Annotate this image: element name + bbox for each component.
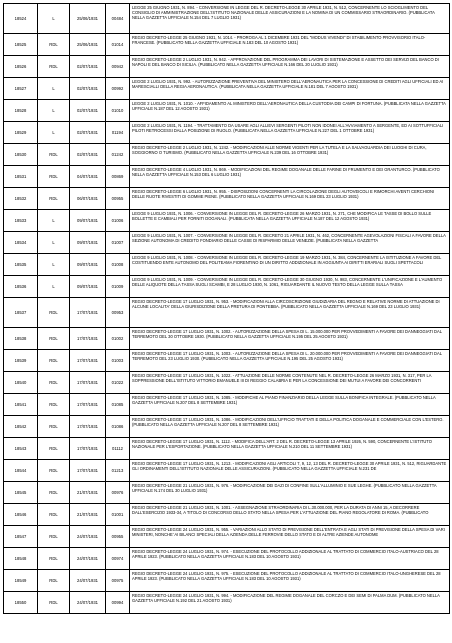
act-description: REGIO DECRETO-LEGGE 17 LUGLIO 1931, N. 1003. - AUTORIZZAZIONE DELLA SPESA DI L. 20.000.000 PER PROVVEDIMENTI A FAVORE DEI DANNEGGIATI DAL TERREMOTO DEL 23 LUGLIO 1930. (PUBBLICATO NELLA GAZZETTA UFFICIALE N.195 DEL 25 AGOSTO 1931) <box>130 350 450 372</box>
act-date: 21/07/1931 <box>70 482 106 504</box>
act-type: RDL <box>38 438 70 460</box>
act-code: 00869 <box>106 166 130 188</box>
table-row <box>4 56 450 78</box>
act-code: 00953 <box>106 298 130 328</box>
act-code: 01007 <box>106 232 130 254</box>
act-date: 04/07/1931 <box>70 166 106 188</box>
act-date: 09/07/1931 <box>70 254 106 276</box>
act-description: REGIO DECRETO-LEGGE 4 LUGLIO 1931, N. 869. - MODIFICAZIONI DEL REGIME DOGANALE DELLE FARINE DI FRUMENTO E DEI GRANTURCO. (PUBBLICATO NELLA GAZZETTA UFFICIALE N.153 DEL 6 LUGLIO 1931) <box>130 166 450 188</box>
entry-number: 18542 <box>4 416 38 438</box>
act-description: REGIO DECRETO-LEGGE 24 LUGLIO 1931, N. 994. - MODIFICAZIONE DEL REGIME DOGANALE DEL CORCZO E DEI SEMI DI PALMA DUM. (PUBBLICATO NELLA GAZZETTA UFFICIALE N.192 DEL 21 AGOSTO 1931) <box>130 592 450 614</box>
act-type: RDL <box>38 526 70 548</box>
act-date: 17/07/1931 <box>70 460 106 482</box>
act-type: RDL <box>38 188 70 210</box>
entry-number: 18543 <box>4 438 38 460</box>
table-row <box>4 254 450 276</box>
act-code: 01112 <box>106 438 130 460</box>
act-date: 17/07/1931 <box>70 298 106 328</box>
act-date: 17/07/1931 <box>70 350 106 372</box>
act-date: 02/07/1931 <box>70 100 106 122</box>
entry-number: 18524 <box>4 4 38 34</box>
act-type: RDL <box>38 416 70 438</box>
entry-number: 18534 <box>4 232 38 254</box>
act-code: 00992 <box>106 78 130 100</box>
act-date: 02/07/1931 <box>70 78 106 100</box>
entry-number: 18546 <box>4 504 38 526</box>
act-description: REGIO DECRETO-LEGGE 25 GIUGNO 1931, N. 1014. - PROROGA AL 1 DICEMBRE 1931 DEL "MODUS VIVENDI" DI STABILIMENTO PROVVISORIO ITALO-FRANCESE. (PUBBLICATO NELLA GAZZETTA UFFICIALE N.183 DEL 10 AGOSTO 1931) <box>130 34 450 56</box>
act-date: 02/07/1931 <box>70 144 106 166</box>
act-date: 02/07/1931 <box>70 122 106 144</box>
table-row <box>4 526 450 548</box>
act-type: RDL <box>38 328 70 350</box>
act-type: RDL <box>38 34 70 56</box>
act-description: REGIO DECRETO-LEGGE 2 LUGLIO 1931, N. 1242. - MODIFICAZIONI ALLE NORME VIGENTI PER LA TUTELA E LA SALVAGUARDIA DEI LUOGHI DI CURA, SOGGIORNO O TURISMO. (PUBBLICATO NELLA GAZZETTA UFFICIALE N.239 DEL 16 OTTOBRE 1931) <box>130 144 450 166</box>
act-code: 00976 <box>106 482 130 504</box>
act-type: L <box>38 254 70 276</box>
table-row <box>4 372 450 394</box>
act-type: L <box>38 4 70 34</box>
act-description: LEGGE 25 GIUGNO 1931, N. 894. - CONVERSIONE IN LEGGE DEL R. DECRETO-LEGGE 30 APRILE 1931, N. 512, CONCERNENTE LO SCIOGLIMENTO DEL CONSIGLIO DI AMMINISTRAZIONE DELL'ISTITUTO NAZIONALE DELLE ASSICURAZIONI E LA NOMINA DI UN COMMISSARIO STRAORDINARIO. (PUBBLICATA NELLA GAZZETTA UFFICIALE N.154 DEL 7 LUGLIO 1931) <box>130 4 450 34</box>
act-date: 17/07/1931 <box>70 438 106 460</box>
act-date: 17/07/1931 <box>70 328 106 350</box>
act-code: 00484 <box>106 4 130 34</box>
act-description: REGIO DECRETO-LEGGE 17 LUGLIO 1931, N. 1085. - MODIFICHE AL PIANO FINANZIARIO DELLA LEGGE SULLA BONIFICA INTEGRALE. (PUBBLICATO NELLA GAZZETTA UFFICIALE N.207 DEL 8 SETTEMBRE 1931) <box>130 394 450 416</box>
table-row <box>4 570 450 592</box>
act-type: RDL <box>38 298 70 328</box>
table-row <box>4 188 450 210</box>
act-type: RDL <box>38 56 70 78</box>
table-row <box>4 592 450 614</box>
table-row <box>4 232 450 254</box>
table-row <box>4 78 450 100</box>
act-date: 25/06/1931 <box>70 34 106 56</box>
act-description: LEGGE 2 LUGLIO 1931, N. 992. - AUTORIZZAZIONE PREVENTIVA DEL MINISTERO DELL'AERONAUTICA PER LA CONCESSIONE DI CREDITI AGLI UFFICIALI ED AI MARESCIALLI DELLA REGIA AERONAUTICA. (PUBBLICATA NELLA GAZZETTA UFFICIALE N.181 DEL 7 AGOSTO 1931) <box>130 78 450 100</box>
entry-number: 18541 <box>4 394 38 416</box>
table-row <box>4 210 450 232</box>
act-code: 00994 <box>106 592 130 614</box>
act-date: 24/07/1931 <box>70 592 106 614</box>
act-description: REGIO DECRETO-LEGGE 21 LUGLIO 1931, N. 976. - MODIFICAZIONE DEI DAZI DI CONFINE SULL'ALLUMINIO E SUE LEGHE. (PUBBLICATO NELLA GAZZETTA UFFICIALE N.174 DEL 30 LUGLIO 1931) <box>130 482 450 504</box>
table-row <box>4 144 450 166</box>
act-type: RDL <box>38 570 70 592</box>
act-type: RDL <box>38 548 70 570</box>
act-description: REGIO DECRETO-LEGGE 17 LUGLIO 1931, N. 1213. - MODIFICAZIONI AGLI ARTICOLI 7, 9, 12, 13 DEL R. DECRETO-LEGGE 30 APRILE 1931, N. 512, RIGUARDANTE GLI ORDINAMENTI DELL'ISTITUTO NAZIONALE DELLE ASSICURAZIONI. (PUBBLICATO NELLA GAZZETTA UFFICIALE N.231 DE <box>130 460 450 482</box>
entry-number: 18528 <box>4 100 38 122</box>
legislation-table <box>3 3 450 614</box>
table-row <box>4 438 450 460</box>
act-description: LEGGE 9 LUGLIO 1931, N. 1008. - CONVERSIONE IN LEGGE DEL R. DECRETO-LEGGE 19 MARZO 1931, N. 384, CONCERNENTE LA ISTITUZIONE A FAVORE DEL COSTITUENDO ENTE AUTONOMO DEL POLITEAMA FIORENTINO DI UN DIRITTO ADDIZIONALE IN AGGIUNTA AI DIRITTI ERARIALI SUGLI SPETTACOLI <box>130 254 450 276</box>
table-row <box>4 4 450 34</box>
table-row <box>4 34 450 56</box>
table-row <box>4 100 450 122</box>
table-row <box>4 328 450 350</box>
act-description: REGIO DECRETO-LEGGE 24 LUGLIO 1931, N. 974. - ESECUZIONE DEL PROTOCOLLO ADDIZIONALE AL TRATTATO DI COMMERCIO ITALO-AUSTRIACO DEL 28 APRILE 1923. (PUBBLICATO NELLA GAZZETTA UFFICIALE N.183 DEL 10 AGOSTO 1931) <box>130 548 450 570</box>
act-description: REGIO DECRETO-LEGGE 17 LUGLIO 1931, N. 1022. - ATTUAZIONE DELLE NORME CONTENUTE NEL R. DECRETO-LEGGE 26 MARZO 1931, N. 317, PER LA SOPPRESSIONE DELL'ISTITUTO VITTORIO EMANUELE III DI REGGIO CALABRIA E PER LA CONCESSIONE DEI MUTUI A FAVORE DEI CONCORRENTI <box>130 372 450 394</box>
table-row <box>4 394 450 416</box>
act-description: REGIO DECRETO-LEGGE 24 LUGLIO 1931, N. 955. - VARIAZIONI ALLO STATO DI PREVISIONE DELL'ENTRATA E AGLI STATI DI PREVISIONE DELLA SPESA DI VARI MINISTERI, NONCHE' AI BILANCI SPECIALI DELLA AZIENDA DELLE FERROVIE DELLO STATO E DI ALTRE AZIENDE AUTONOME <box>130 526 450 548</box>
act-code: 01010 <box>106 100 130 122</box>
act-date: 24/07/1931 <box>70 570 106 592</box>
entry-number: 18539 <box>4 350 38 372</box>
act-code: 01213 <box>106 460 130 482</box>
act-description: REGIO DECRETO-LEGGE 2 LUGLIO 1931, N. 942. - APPROVAZIONE DEL PROGRAMMA DEI LAVORI DI SISTEMAZIONE E ASSETTO DEI SERVIZI DEL BANCO DI NAPOLI E DEL BANCO DI SICILIA. (PUBBLICATO NELLA GAZZETTA UFFICIALE N.166 DEL 20 LUGLIO 1931) <box>130 56 450 78</box>
table-row <box>4 504 450 526</box>
entry-number: 18540 <box>4 372 38 394</box>
act-code: 01009 <box>106 276 130 298</box>
act-type: L <box>38 276 70 298</box>
document-page <box>3 3 449 639</box>
entry-number: 18537 <box>4 298 38 328</box>
act-date: 06/07/1931 <box>70 188 106 210</box>
entry-number: 18531 <box>4 166 38 188</box>
act-description: LEGGE 2 LUGLIO 1931, N. 1194. - TRATTAMENTO DA USARE AGLI ALLIEVI SERGENTI PILOTI NON IDONEI ALL'AVVIAMENTO A SERGENTE, ED AI SOTTUFFICIALI PILOTI RETROCESSI DALLA POSIZIONE DI RUOLO. (PUBBLICATA NELLA GAZZETTA UFFICIALE N.227 DEL 1 OTTOBRE 1931) <box>130 122 450 144</box>
act-date: 17/07/1931 <box>70 372 106 394</box>
act-code: 01086 <box>106 416 130 438</box>
act-code: 01194 <box>106 122 130 144</box>
act-code: 00942 <box>106 56 130 78</box>
act-code: 00955 <box>106 526 130 548</box>
act-date: 25/06/1931 <box>70 4 106 34</box>
act-date: 02/07/1931 <box>70 56 106 78</box>
act-type: L <box>38 78 70 100</box>
act-code: 01003 <box>106 350 130 372</box>
entry-number: 18550 <box>4 592 38 614</box>
table-row <box>4 416 450 438</box>
act-description: REGIO DECRETO-LEGGE 17 LUGLIO 1931, N. 1002. - AUTORIZZAZIONE DELLA SPESA DI L. 15.000.000 PER PROVVEDIMENTI A FAVORE DEI DANNEGGIATI DAL TERREMOTO DEL 30 OTTOBRE 1930. (PUBBLICATO NELLA GAZZETTA UFFICIALE N.195 DEL 25 AGOSTO 1931) <box>130 328 450 350</box>
entry-number: 18527 <box>4 78 38 100</box>
act-date: 24/07/1931 <box>70 526 106 548</box>
act-description: LEGGE 9 LUGLIO 1931, N. 1009. - CONVERSIONE IN LEGGE DEL R. DECRETO-LEGGE 30 GIUGNO 1930, N. 983, CONCERNENTE L'UNIFICAZIONE E L'AUMENTO DELLE ALIQUOTE DELLA TASSA SUGLI SCAMBI, E 28 LUGLIO 1930, N. 1061, RIGUARDANTE IL NUOVO TESTO DELLA LEGGE SULLA TASSA <box>130 276 450 298</box>
entry-number: 18532 <box>4 188 38 210</box>
act-type: RDL <box>38 504 70 526</box>
entry-number: 18536 <box>4 276 38 298</box>
act-code: 00955 <box>106 188 130 210</box>
table-row <box>4 482 450 504</box>
act-code: 01002 <box>106 328 130 350</box>
act-date: 09/07/1931 <box>70 210 106 232</box>
act-type: RDL <box>38 394 70 416</box>
table-row <box>4 548 450 570</box>
table-row <box>4 460 450 482</box>
act-type: RDL <box>38 482 70 504</box>
act-type: RDL <box>38 350 70 372</box>
act-type: RDL <box>38 166 70 188</box>
table-body <box>4 4 450 614</box>
act-code: 01242 <box>106 144 130 166</box>
act-description: REGIO DECRETO-LEGGE 6 LUGLIO 1931, N. 955. - DISPOSIZIONI CONCERNENTI LA CIRCOLAZIONE DEGLI AUTOVEICOLI E RIMORCHI AVENTI CERCHIONI DELLE RUOTE RIVESTITI DI GOMME PIENE. (PUBBLICATO NELLA GAZZETTA UFFICIALE N.169 DEL 23 LUGLIO 1931) <box>130 188 450 210</box>
table-row <box>4 298 450 328</box>
act-description: REGIO DECRETO-LEGGE 21 LUGLIO 1931, N. 1001. - ASSEGNAZIONE STRAORDINARIA DI L.30.000.000, PER LA DURATA DI ANNI 15, A DECORRERE DALL'ESERCIZIO 1933-34, A TITOLO DI CONCORSO DELLO STATO NELLA SPESA PER L'ATTUAZIONE DEL PIANO REGOLATORE DI ROMA. (PUBBLICATO <box>130 504 450 526</box>
entry-number: 18547 <box>4 526 38 548</box>
act-date: 17/07/1931 <box>70 416 106 438</box>
act-date: 17/07/1931 <box>70 394 106 416</box>
entry-number: 18548 <box>4 548 38 570</box>
act-code: 01014 <box>106 34 130 56</box>
act-type: RDL <box>38 460 70 482</box>
entry-number: 18538 <box>4 328 38 350</box>
act-type: L <box>38 232 70 254</box>
act-description: REGIO DECRETO-LEGGE 17 LUGLIO 1931, N. 953. - MODIFICAZIONI ALLA CIRCOSCRIZIONE GIUDIZIARIA DEL REGNO E RELATIVE NORME DI ATTUAZIONE DI ALCUNE LOCALITA' DELLA GIURISDIZIONE DELLA PRETURA DI PONTEBBA. (PUBBLICATO NELLA GAZZETTA UFFICIALE N.169 DEL 23 LUGLIO 1931) <box>130 298 450 328</box>
act-code: 01085 <box>106 394 130 416</box>
act-type: L <box>38 210 70 232</box>
act-code: 01001 <box>106 504 130 526</box>
act-description: LEGGE 9 LUGLIO 1931, N. 1007. - CONVERSIONE IN LEGGE DEL R. DECRETO 21 APRILE 1931, N. 462, CONCERNENTE AGEVOLAZIONI FISCALI A FAVORE DELLA SEZIONE AUTONOMA DI CREDITO FONDIARIO DELLE CASSE DI RISPARMIO DELLE VENEZIE. (PUBBLICATA NELLA GAZZETTA <box>130 232 450 254</box>
act-date: 21/07/1931 <box>70 504 106 526</box>
entry-number: 18549 <box>4 570 38 592</box>
table-row <box>4 350 450 372</box>
table-row <box>4 166 450 188</box>
act-code: 00974 <box>106 548 130 570</box>
entry-number: 18530 <box>4 144 38 166</box>
table-row <box>4 122 450 144</box>
act-description: LEGGE 2 LUGLIO 1931, N. 1010. - AFFIDAMENTO AL MINISTERO DELL'AERONAUTICA DELLA CUSTODIA DEI CAMPI DI FORTUNA. (PUBBLICATA NELLA GAZZETTA UFFICIALE N.187 DEL 12 AGOSTO 1931) <box>130 100 450 122</box>
entry-number: 18545 <box>4 482 38 504</box>
entry-number: 18544 <box>4 460 38 482</box>
act-description: LEGGE 9 LUGLIO 1931, N. 1006. - CONVERSIONE IN LEGGE DEL R. DECRETO-LEGGE 26 MARZO 1931, N. 271, CHE MODIFICA LE TASSE DI BOLLO SULLE BOLLETTE E CAMBIALI PER FORNITI DOGANALI. (PUBBLICATA NELLA GAZZETTA UFFICIALE N.187 DEL 12 AGOSTO 1931) <box>130 210 450 232</box>
act-type: RDL <box>38 592 70 614</box>
act-date: 24/07/1931 <box>70 548 106 570</box>
act-description: REGIO DECRETO-LEGGE 17 LUGLIO 1931, N. 1112. - MODIFICA DELL'ART. 2 DEL R. DECRETO-LEGGE 13 APRILE 1926, N. 590, CONCERNENTE L'ISTITUTO NAZIONALE PER L'ESPORTAZIONE. (PUBBLICATO NELLA GAZZETTA UFFICIALE N.210 DEL 11 SETTEMBRE 1931) <box>130 438 450 460</box>
act-date: 09/07/1931 <box>70 232 106 254</box>
entry-number: 18533 <box>4 210 38 232</box>
entry-number: 18535 <box>4 254 38 276</box>
table-row <box>4 276 450 298</box>
act-code: 01022 <box>106 372 130 394</box>
act-type: L <box>38 100 70 122</box>
act-date: 09/07/1931 <box>70 276 106 298</box>
entry-number: 18526 <box>4 56 38 78</box>
act-type: RDL <box>38 372 70 394</box>
entry-number: 18529 <box>4 122 38 144</box>
act-code: 01008 <box>106 254 130 276</box>
act-type: L <box>38 122 70 144</box>
act-code: 00975 <box>106 570 130 592</box>
act-code: 01006 <box>106 210 130 232</box>
entry-number: 18525 <box>4 34 38 56</box>
act-type: RDL <box>38 144 70 166</box>
act-description: REGIO DECRETO-LEGGE 24 LUGLIO 1931, N. 975. - ESECUZIONE DEL PROTOCOLLO ADDIZIONALE AL TRATTATO DI COMMERCIO ITALO-UNGHERESE DEL 28 APRILE 1923. (PUBBLICATO NELLA GAZZETTA UFFICIALE N.183 DEL 10 AGOSTO 1931) <box>130 570 450 592</box>
act-description: REGIO DECRETO-LEGGE 17 LUGLIO 1931, N. 1086. - MODIFICAZIONI DELL'UFFICIO TRATTATI E DELLA POLITICA DOGANALE E COMMERCIALE CON L'ESTERO. (PUBBLICATO NELLA GAZZETTA UFFICIALE N.207 DEL 8 SETTEMBRE 1931) <box>130 416 450 438</box>
